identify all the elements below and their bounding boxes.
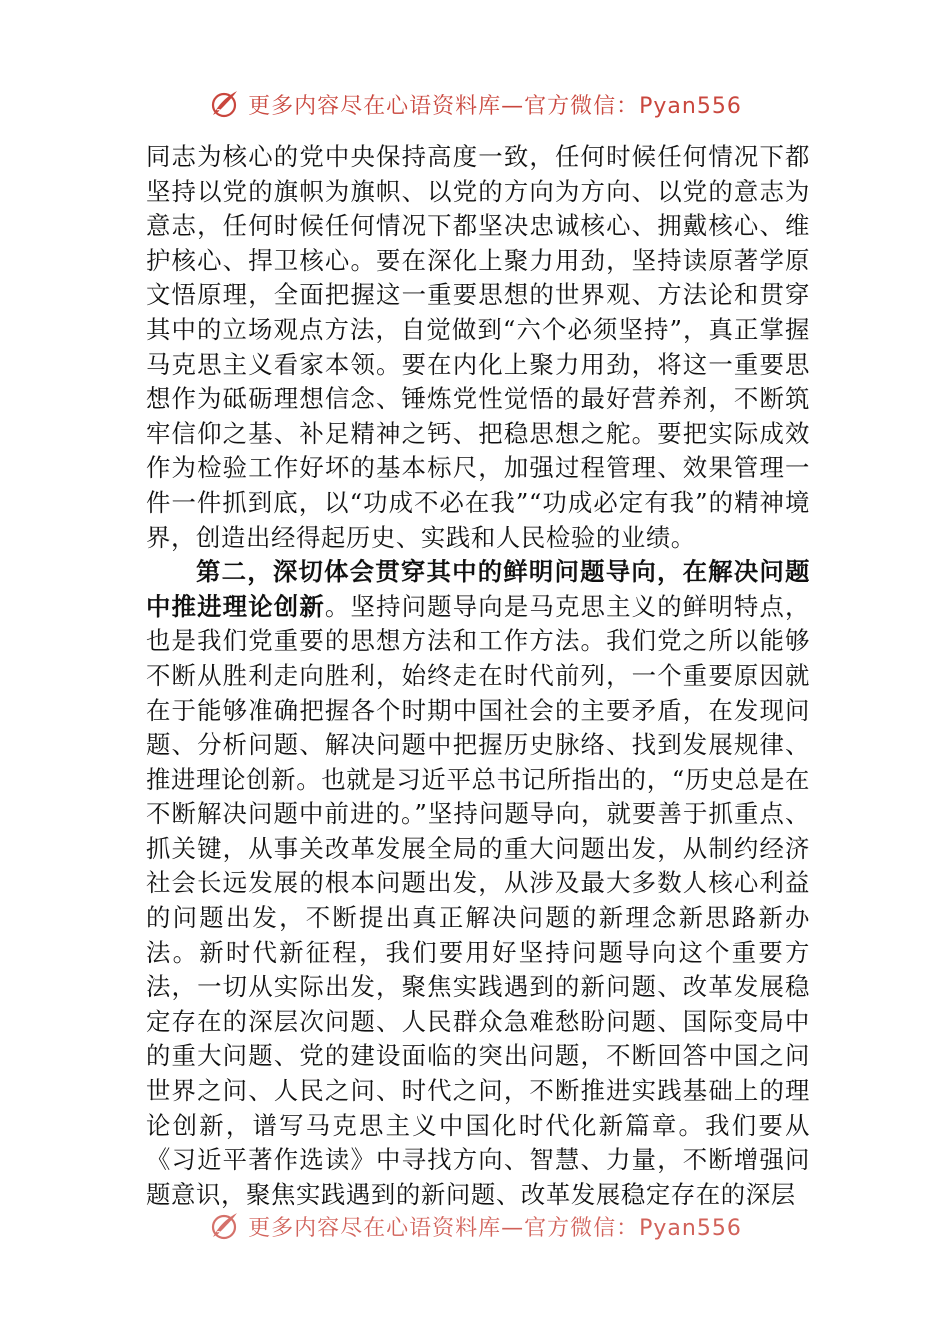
footer-watermark (0, 1206, 950, 1246)
document-body (146, 140, 810, 1212)
paragraph-second-point (146, 555, 810, 1212)
header-watermark (0, 84, 950, 124)
watermark-text: 更多内容尽在心语资料库—官方微信：Pyan556 (248, 93, 742, 119)
brush-logo-icon (208, 88, 240, 120)
paragraph-continued: 同志为核心的党中央保持高度一致，任何时候任何情况下都坚持以党的旗帜为旗帜、以党的方向为方向、以党的意志为意志，任何时候任何情况下都坚决忠诚核心、拥戴核心、维护核心、捍卫核心。要在深化上聚力用劲，坚持读原著学原文悟原理，全面把握这一重要思想的世界观、方法论和贯穿其中的立场观点方法，自觉做到“六个必须坚持”，真正掌握马克思主义看家本领。要在内化上聚力用劲，将这一重要思想作为砥砺理想信念、锤炼党性觉悟的最好营养剂，不断筑牢信仰之基、补足精神之钙、把稳思想之舵。要把实际成效作为检验工作好坏的基本标尺，加强过程管理、效果管理一件一件抓到底，以“功成不必在我”“功成必定有我”的精神境界，创造出经得起历史、实践和人民检验的业绩。 (146, 142, 810, 552)
watermark-text: 更多内容尽在心语资料库—官方微信：Pyan556 (248, 1215, 742, 1241)
paragraph-heading: 第二，深切体会贯穿其中的鲜明问题导向，在解决问题中推进理论创新 (146, 557, 810, 621)
paragraph-text: 。坚持问题导向是马克思主义的鲜明特点，也是我们党重要的思想方法和工作方法。我们党之所以能够不断从胜利走向胜利，始终走在时代前列，一个重要原因就在于能够准确把握各个时期中国社会的主要矛盾，在发现问题、分析问题、解决问题中把握历史脉络、找到发展规律、推进理论创新。也就是习近平总书记所指出的，“历史总是在不断解决问题中前进的。”坚持问题导向，就要善于抓重点、抓关键，从事关改革发展全局的重大问题出发，从制约经济社会长远发展的根本问题出发，从涉及最大多数人核心利益的问题出发，不断提出真正解决问题的新理念新思路新办法。新时代新征程，我们要用好坚持问题导向这个重要方法，一切从实际出发，聚焦实践遇到的新问题、改革发展稳定存在的深层次问题、人民群众急难愁盼问题、国际变局中的重大问题、党的建设面临的突出问题，不断回答中国之问世界之问、人民之问、时代之问，不断推进实践基础上的理论创新，谱写马克思主义中国化时代化新篇章。我们要从《习近平著作选读》中寻找方向、智慧、力量，不断增强问题意识，聚焦实践遇到的新问题、改革发展稳定存在的深层 (146, 591, 810, 1209)
brush-logo-icon (208, 1210, 240, 1242)
